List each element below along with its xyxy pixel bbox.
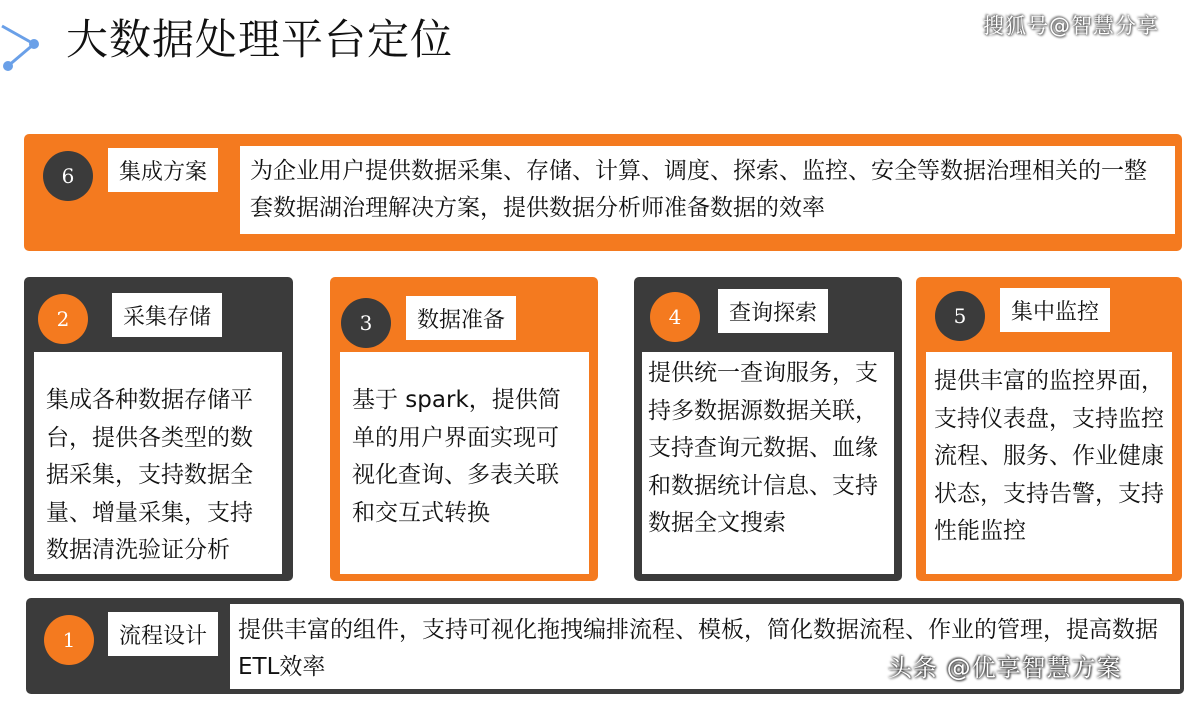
step-number-3: 3 bbox=[341, 298, 391, 348]
section-text-collection-storage: 集成各种数据存储平台，提供各类型的数据采集，支持数据全量、增量采集，支持数据清洗验证分析 bbox=[34, 352, 282, 574]
section-integration bbox=[24, 134, 1182, 251]
section-text-monitoring: 提供丰富的监控界面，支持仪表盘，支持监控流程、服务、作业健康状态，支持告警，支持性能监控 bbox=[926, 352, 1172, 574]
section-label-data-preparation: 数据准备 bbox=[406, 296, 516, 340]
watermark-bottom: 头条 @优享智慧方案 bbox=[888, 654, 1122, 682]
section-label-query-explore: 查询探索 bbox=[718, 289, 828, 333]
step-number-4: 4 bbox=[650, 292, 700, 342]
section-text-process-design: 提供丰富的组件，支持可视化拖拽编排流程、模板，简化数据流程、作业的管理，提高数据ETL效率 bbox=[230, 604, 1180, 689]
step-number-5: 5 bbox=[935, 291, 985, 341]
section-label-process-design: 流程设计 bbox=[108, 612, 218, 656]
step-number-1: 1 bbox=[44, 615, 94, 665]
page-title: 大数据处理平台定位 bbox=[66, 15, 454, 64]
section-label-monitoring: 集中监控 bbox=[1000, 288, 1110, 332]
section-text-query-explore: 提供统一查询服务，支持多数据源数据关联，支持查询元数据、血缘和数据统计信息、支持数据全文搜索 bbox=[642, 352, 894, 574]
section-label-integration: 集成方案 bbox=[108, 148, 218, 192]
section-text-data-preparation: 基于 spark，提供简单的用户界面实现可视化查询、多表关联和交互式转换 bbox=[340, 352, 589, 574]
step-number-2: 2 bbox=[38, 294, 88, 344]
section-collection-storage bbox=[24, 277, 293, 581]
step-number-6: 6 bbox=[43, 151, 93, 201]
watermark-top: 搜狐号@智慧分享 bbox=[983, 14, 1159, 38]
section-query-explore bbox=[634, 277, 902, 581]
section-label-collection-storage: 采集存储 bbox=[112, 293, 222, 337]
section-monitoring bbox=[916, 277, 1182, 581]
section-text-integration: 为企业用户提供数据采集、存储、计算、调度、探索、监控、安全等数据治理相关的一整套数据湖治理解决方案，提供数据分析师准备数据的效率 bbox=[240, 146, 1175, 234]
connector-icon bbox=[0, 14, 44, 74]
section-data-preparation bbox=[330, 277, 598, 581]
